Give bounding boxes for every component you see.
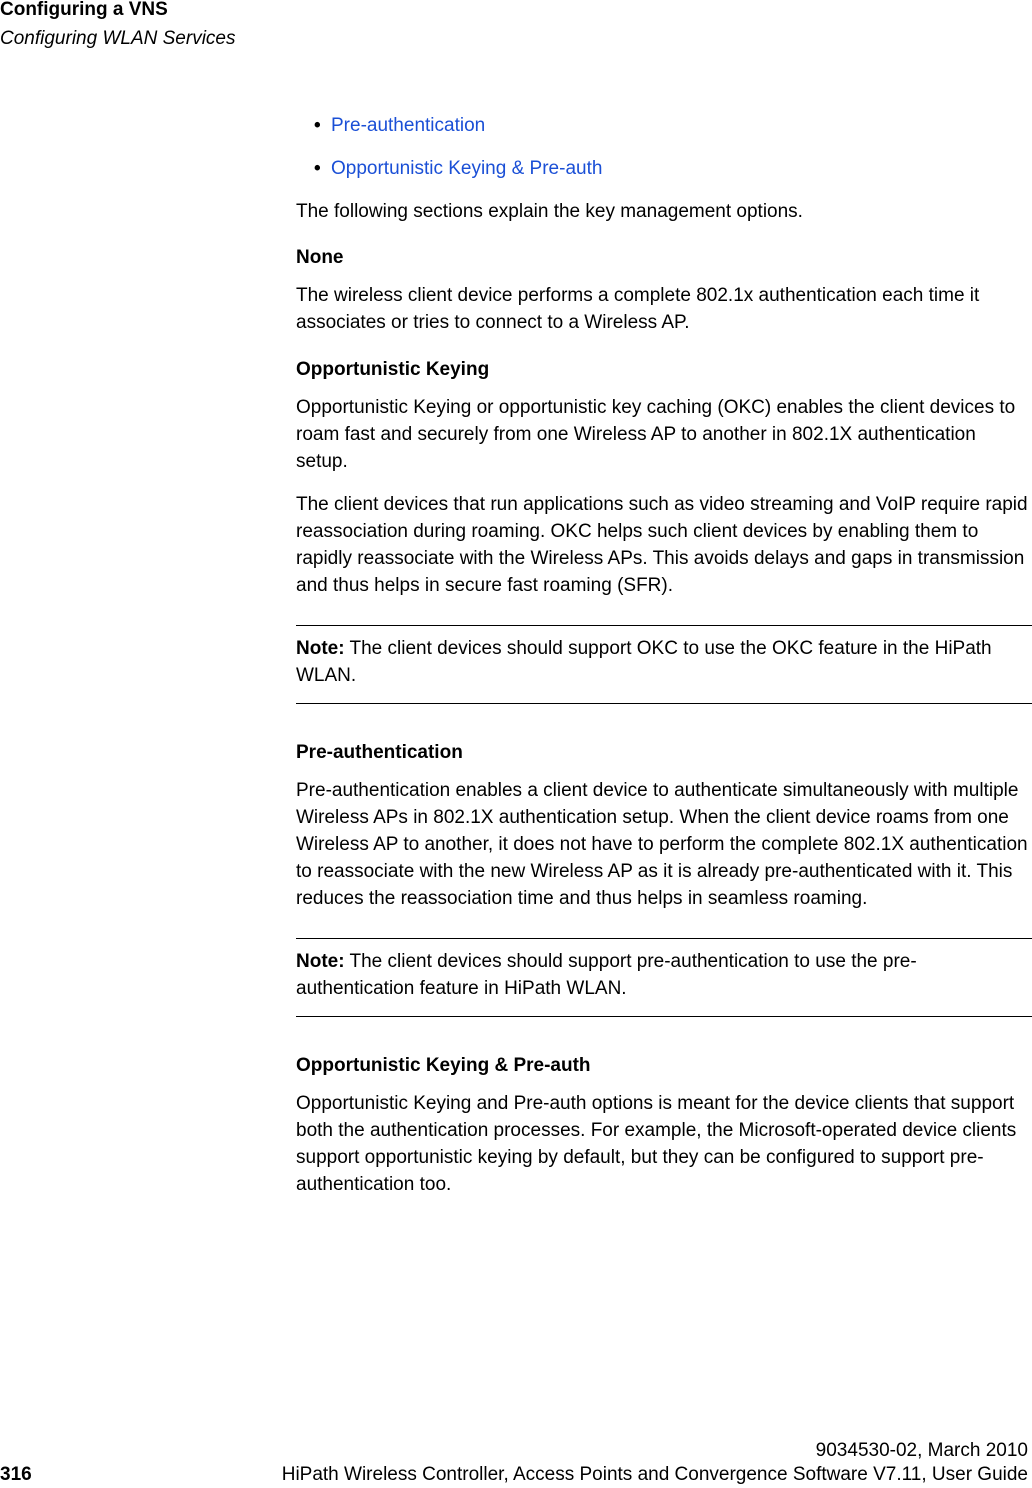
link-okc-preauth[interactable]: Opportunistic Keying & Pre-auth <box>331 158 603 179</box>
bullet-item-okc-preauth <box>296 155 1032 183</box>
footer-product-title: HiPath Wireless Controller, Access Points and Convergence Software V7.11, User Guide <box>281 1464 1028 1485</box>
note-preauth-body: The client devices should support pre-authentication to use the pre-authentication feature in HiPath WLAN. <box>296 951 917 999</box>
preauth-paragraph: Pre-authentication enables a client device to authenticate simultaneously with multiple Wireless APs in 802.1X authentication setup. When the client device roams from one Wireless AP to another, it does not have to perform the complete 802.1X authentication to reassociate with the new Wireless AP as it is already pre-authenticated with it. This reduces the reassociation time and thus helps in seamless roaming. <box>296 780 1028 909</box>
note-label: Note: <box>296 638 345 659</box>
footer-doc-id: 9034530-02, March 2010 <box>815 1440 1028 1461</box>
okc-paragraph-2: The client devices that run applications such as video streaming and VoIP require rapid reassociation during roaming. OKC helps such client devices by enabling them to rapidly reassociate with the Wireless APs. This avoids delays and gaps in transmission and thus helps in secure fast roaming (SFR). <box>296 494 1028 596</box>
heading-pre-authentication: Pre-authentication <box>296 742 463 763</box>
heading-okc-preauth: Opportunistic Keying & Pre-auth <box>296 1055 591 1076</box>
page-content <box>296 112 1032 1198</box>
footer-page-number: 316 <box>0 1464 32 1485</box>
chapter-title: Configuring a VNS <box>0 0 168 20</box>
note-preauth-text <box>296 948 1032 1002</box>
intro-paragraph: The following sections explain the key management options. <box>296 201 803 222</box>
okc-preauth-paragraph: Opportunistic Keying and Pre-auth options is meant for the device clients that support both the authentication processes. For example, the Microsoft-operated device clients support opportunistic keying by default, but they can be configured to support pre-authentication too. <box>296 1093 1017 1195</box>
note-label: Note: <box>296 951 345 972</box>
section-subtitle: Configuring WLAN Services <box>0 28 236 49</box>
note-okc-text <box>296 635 1032 689</box>
okc-paragraph-1: Opportunistic Keying or opportunistic key caching (OKC) enables the client devices to roam fast and securely from one Wireless AP to another in 802.1X authentication setup. <box>296 397 1016 472</box>
heading-opportunistic-keying: Opportunistic Keying <box>296 359 490 380</box>
link-pre-authentication[interactable]: Pre-authentication <box>331 115 486 136</box>
bullet-icon: • <box>314 158 321 179</box>
bullet-icon: • <box>314 115 321 136</box>
note-okc-body: The client devices should support OKC to use the OKC feature in the HiPath WLAN. <box>296 638 992 686</box>
note-preauth <box>296 938 1032 1017</box>
none-paragraph: The wireless client device performs a complete 802.1x authentication each time it associates or tries to connect to a Wireless AP. <box>296 285 980 333</box>
bullet-item-preauth <box>296 112 1032 140</box>
note-okc <box>296 625 1032 704</box>
heading-none: None <box>296 247 344 268</box>
